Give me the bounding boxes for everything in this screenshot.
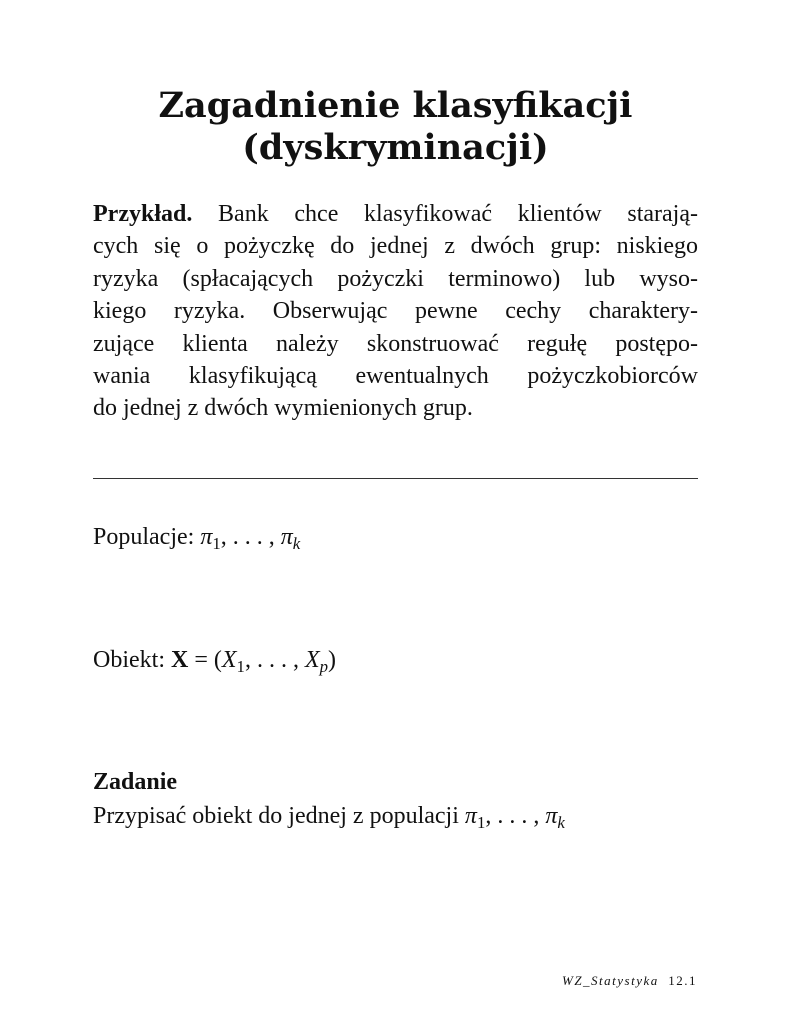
- example-text-1: Bank chce klasyfikować klientów starają-: [218, 201, 698, 227]
- object-close: ): [328, 647, 336, 673]
- page-title-line-1: Zagadnienie klasyfikacji: [158, 85, 633, 126]
- example-line-7: do jednej z dwóch wymienionych grup.: [93, 395, 473, 422]
- populations-label: Populacje:: [93, 524, 195, 550]
- populations-line: [93, 522, 300, 552]
- object-line: [93, 645, 336, 675]
- task-last-index: k: [557, 813, 565, 833]
- footer-page-number: 12.1: [668, 973, 697, 988]
- example-paragraph: [93, 198, 698, 425]
- populations-last-index: k: [292, 534, 301, 554]
- task-first-symbol: π: [464, 803, 477, 829]
- example-line-3: ryzyka (spłacających pożyczki terminowo) lub wyso-: [93, 265, 698, 292]
- populations-separator: , . . . ,: [220, 524, 281, 550]
- task-text-body: Przypisać obiekt do jednej z populacji: [93, 803, 465, 829]
- object-separator: , . . . ,: [244, 647, 305, 673]
- object-first-symbol: X: [221, 647, 237, 673]
- object-last-index: p: [319, 657, 328, 677]
- page-footer: [562, 973, 697, 989]
- object-equals: = (: [188, 647, 222, 673]
- populations-first-symbol: π: [200, 524, 213, 550]
- populations-first-index: 1: [212, 534, 221, 554]
- task-first-index: 1: [476, 813, 486, 833]
- object-first-index: 1: [236, 657, 245, 677]
- task-last-symbol: π: [545, 803, 558, 829]
- populations-last-symbol: π: [280, 524, 293, 550]
- example-line-4: kiego ryzyka. Obserwując pewne cechy charaktery-: [93, 298, 698, 325]
- example-line-6: wania klasyfikującą ewentualnych pożyczkobiorców: [93, 363, 698, 390]
- example-label: Przykład.: [93, 201, 193, 227]
- footer-course: WZ_Statystyka: [561, 973, 659, 988]
- example-line-5: zujące klienta należy skonstruować regułę postępo-: [93, 330, 698, 357]
- object-label: Obiekt:: [93, 647, 165, 673]
- task-heading: Zadanie: [93, 769, 178, 795]
- object-vector: X: [171, 647, 189, 673]
- horizontal-divider: [93, 478, 698, 479]
- task-text: [93, 801, 565, 831]
- example-line-2: cych się o pożyczkę do jednej z dwóch grup: niskiego: [93, 233, 698, 260]
- object-last-symbol: X: [304, 647, 320, 673]
- page-title-line-2: (dyskryminacji): [242, 127, 549, 168]
- example-line-1: [93, 198, 698, 230]
- task-separator: , . . . ,: [485, 803, 546, 829]
